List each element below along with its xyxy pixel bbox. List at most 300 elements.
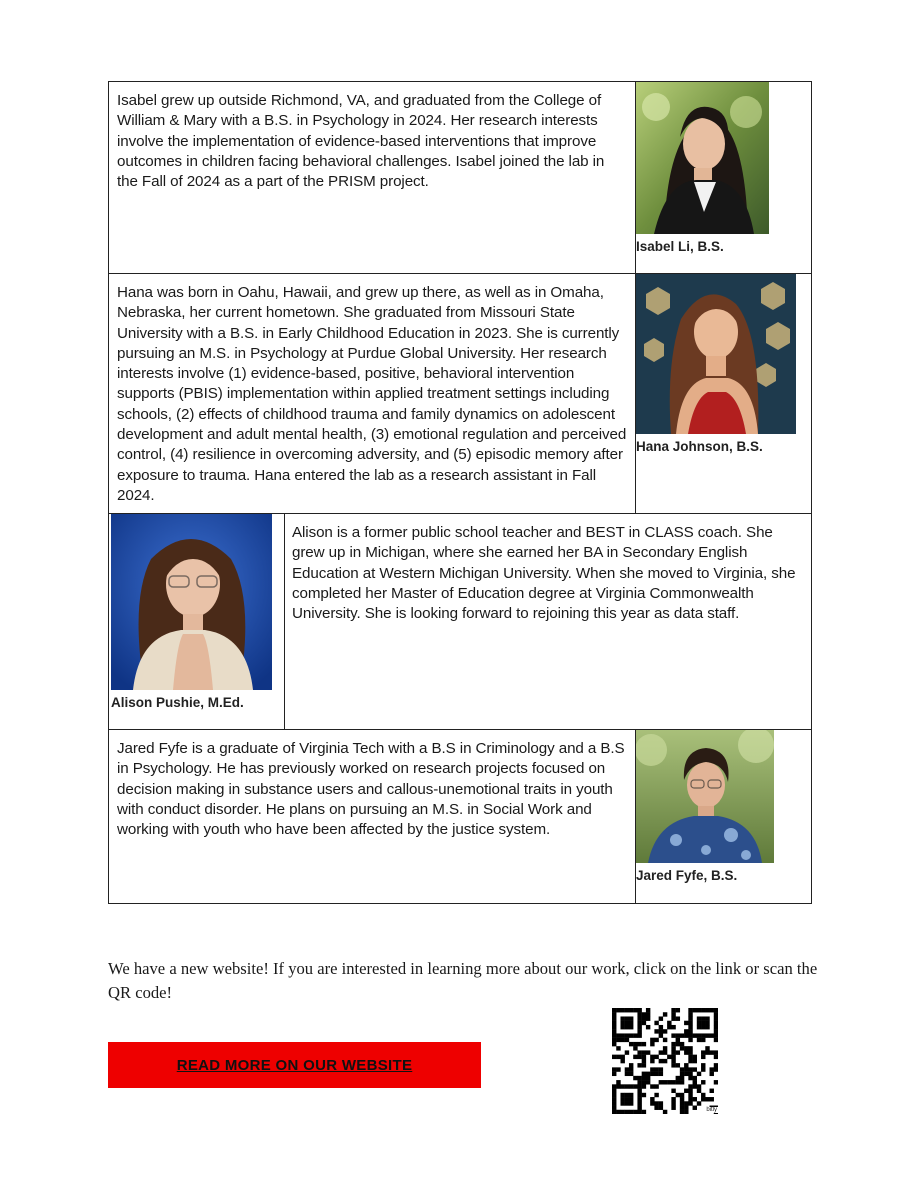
qr-module <box>701 1063 705 1067</box>
qr-module <box>680 1067 684 1071</box>
qr-module <box>697 1084 701 1088</box>
qr-module <box>654 1072 658 1076</box>
qr-module <box>620 1093 624 1097</box>
qr-module <box>612 1008 616 1012</box>
qr-module <box>646 1008 650 1012</box>
qr-module <box>616 1038 620 1042</box>
qr-module <box>688 1093 692 1097</box>
qr-module <box>688 1046 692 1050</box>
qr-module <box>693 1055 697 1059</box>
qr-module <box>625 1110 629 1114</box>
qr-module <box>676 1033 680 1037</box>
qr-module <box>676 1042 680 1046</box>
qr-module <box>646 1080 650 1084</box>
qr-module <box>659 1101 663 1105</box>
qr-module <box>637 1097 641 1101</box>
qr-module <box>697 1101 701 1105</box>
qr-module <box>650 1042 654 1046</box>
read-more-website-button[interactable] <box>108 1042 481 1088</box>
qr-module <box>650 1084 654 1088</box>
qr-module <box>625 1097 629 1101</box>
qr-module <box>633 1084 637 1088</box>
photo-isabel <box>636 82 769 234</box>
qr-module <box>701 1033 705 1037</box>
qr-module <box>688 1097 692 1101</box>
qr-module <box>705 1021 709 1025</box>
qr-module <box>650 1097 654 1101</box>
qr-module <box>693 1008 697 1012</box>
qr-module <box>697 1072 701 1076</box>
qr-module <box>637 1016 641 1020</box>
qr-module <box>671 1012 675 1016</box>
qr-module <box>714 1038 718 1042</box>
qr-module <box>710 1072 714 1076</box>
qr-module <box>688 1076 692 1080</box>
qr-module <box>688 1029 692 1033</box>
qr-module <box>680 1046 684 1050</box>
qr-module <box>654 1093 658 1097</box>
qr-module <box>612 1042 616 1046</box>
qr-module <box>714 1063 718 1067</box>
qr-module <box>688 1089 692 1093</box>
qr-module <box>663 1059 667 1063</box>
qr-module <box>637 1101 641 1105</box>
qr-module <box>710 1008 714 1012</box>
photo-jared <box>636 730 774 863</box>
qr-module <box>663 1110 667 1114</box>
qr-module <box>646 1012 650 1016</box>
qr-module <box>688 1084 692 1088</box>
qr-module <box>629 1101 633 1105</box>
qr-brand-label: bitly <box>706 1107 717 1113</box>
qr-module <box>646 1016 650 1020</box>
qr-module <box>714 1050 718 1054</box>
qr-module <box>710 1097 714 1101</box>
qr-module <box>612 1093 616 1097</box>
qr-module <box>642 1080 646 1084</box>
qr-module <box>642 1059 646 1063</box>
qr-module <box>701 1016 705 1020</box>
bio-text-isabel: Isabel grew up outside Richmond, VA, and graduated from the College of William & Mary with a B.S. in Psychology in 2024. Her research interests involve the implementation of evidence-based interventions that improve outcomes in children facing behavioral challenges. Isabel joined the lab in the Fall of 2024 as a part of the PRISM project. <box>117 92 605 191</box>
website-intro-text: We have a new website! If you are interested in learning more about our work, click on the link or scan the QR code! <box>108 959 818 1002</box>
bio-row-jared <box>109 730 812 904</box>
qr-module <box>705 1008 709 1012</box>
qr-module <box>654 1038 658 1042</box>
qr-module <box>671 1059 675 1063</box>
qr-module <box>637 1093 641 1097</box>
qr-module <box>671 1033 675 1037</box>
qr-module <box>688 1038 692 1042</box>
qr-module <box>616 1084 620 1088</box>
qr-module <box>612 1012 616 1016</box>
bio-text-hana: Hana was born in Oahu, Hawaii, and grew up there, as well as in Omaha, Nebraska, her current hometown. She graduated from Missouri State University with a B.S. in Early Childhood Education in 2023. She is currently pursuing an M.S. in Psychology at Purdue Global University. Her research interests involve (1) evidence-based, positive, behavioral intervention supports (PBIS) implementation within applied treatment settings including schools, (2) effects of childhood trauma and family dynamics on adolescent development and adult mental health, (3) emotional regulation and perceived control, (4) resilience in overcoming adversity, and (5) episodic memory after exposure to trauma. Hana entered the lab as a research assistant in Fall 2024. <box>117 284 627 504</box>
qr-module <box>671 1016 675 1020</box>
qr-module <box>637 1029 641 1033</box>
qr-module <box>710 1033 714 1037</box>
qr-module <box>705 1025 709 1029</box>
qr-module <box>612 1072 616 1076</box>
qr-module <box>625 1016 629 1020</box>
qr-module <box>684 1067 688 1071</box>
qr-module <box>680 1097 684 1101</box>
qr-module <box>625 1008 629 1012</box>
qr-module <box>697 1033 701 1037</box>
qr-module <box>714 1008 718 1012</box>
photo-alison <box>111 514 272 690</box>
qr-module <box>620 1097 624 1101</box>
qr-module <box>629 1016 633 1020</box>
qr-module <box>693 1097 697 1101</box>
qr-module <box>629 1084 633 1088</box>
qr-module <box>676 1050 680 1054</box>
qr-module <box>688 1008 692 1012</box>
qr-module <box>642 1110 646 1114</box>
qr-module <box>637 1080 641 1084</box>
qr-module <box>637 1084 641 1088</box>
qr-module <box>688 1050 692 1054</box>
qr-module <box>693 1067 697 1071</box>
qr-module <box>612 1067 616 1071</box>
qr-module <box>663 1050 667 1054</box>
qr-module <box>625 1084 629 1088</box>
qr-module <box>688 1012 692 1016</box>
qr-module <box>701 1097 705 1101</box>
qr-module <box>620 1033 624 1037</box>
qr-module <box>663 1038 667 1042</box>
qr-module <box>684 1021 688 1025</box>
qr-module <box>680 1072 684 1076</box>
qr-module <box>637 1110 641 1114</box>
qr-module <box>637 1008 641 1012</box>
qr-module <box>671 1063 675 1067</box>
qr-module <box>688 1101 692 1105</box>
qr-module <box>714 1025 718 1029</box>
qr-module <box>612 1084 616 1088</box>
qr-module <box>680 1101 684 1105</box>
qr-module <box>642 1093 646 1097</box>
qr-module <box>642 1012 646 1016</box>
qr-module <box>642 1076 646 1080</box>
qr-module <box>701 1093 705 1097</box>
qr-module <box>633 1055 637 1059</box>
qr-module <box>714 1080 718 1084</box>
qr-module <box>680 1042 684 1046</box>
qr-module <box>680 1033 684 1037</box>
qr-module <box>612 1021 616 1025</box>
qr-module <box>654 1055 658 1059</box>
qr-module <box>629 1072 633 1076</box>
qr-module <box>659 1029 663 1033</box>
qr-module <box>680 1110 684 1114</box>
qr-module <box>625 1050 629 1054</box>
qr-module <box>637 1021 641 1025</box>
qr-module <box>637 1106 641 1110</box>
qr-module <box>620 1008 624 1012</box>
qr-module <box>684 1046 688 1050</box>
qr-module <box>650 1067 654 1071</box>
qr-module <box>701 1025 705 1029</box>
qr-module <box>659 1080 663 1084</box>
qr-module <box>650 1038 654 1042</box>
qr-module <box>654 1067 658 1071</box>
qr-module <box>642 1042 646 1046</box>
qr-module <box>633 1110 637 1114</box>
bio-text-alison: Alison is a former public school teacher and BEST in CLASS coach. She grew up in Michigan, where she earned her BA in Secondary English Education at Western Michigan University. When she moved to Virginia, she completed her Master of Education degree at Virginia Commonwealth University. She is looking forward to rejoining this year as data staff. <box>292 524 796 623</box>
qr-module <box>612 1025 616 1029</box>
qr-module <box>705 1033 709 1037</box>
bio-table <box>108 81 812 904</box>
qr-module <box>659 1106 663 1110</box>
qr-module <box>705 1016 709 1020</box>
caption-isabel: Isabel Li, B.S. <box>636 239 724 254</box>
qr-module <box>680 1106 684 1110</box>
qr-module <box>705 1046 709 1050</box>
qr-module <box>654 1029 658 1033</box>
qr-module <box>714 1055 718 1059</box>
qr-module <box>633 1042 637 1046</box>
qr-module <box>659 1016 663 1020</box>
qr-module <box>625 1093 629 1097</box>
qr-module <box>697 1038 701 1042</box>
qr-module <box>688 1016 692 1020</box>
qr-module <box>714 1067 718 1071</box>
qr-module <box>654 1021 658 1025</box>
qr-module <box>693 1076 697 1080</box>
qr-module <box>612 1101 616 1105</box>
qr-module <box>671 1055 675 1059</box>
qr-module <box>659 1067 663 1071</box>
qr-module <box>676 1008 680 1012</box>
qr-module <box>650 1059 654 1063</box>
qr-module <box>629 1025 633 1029</box>
qr-module <box>680 1080 684 1084</box>
qr-module <box>616 1055 620 1059</box>
qr-module <box>612 1089 616 1093</box>
qr-module <box>612 1033 616 1037</box>
qr-module <box>705 1050 709 1054</box>
qr-module <box>616 1067 620 1071</box>
qr-module <box>671 1025 675 1029</box>
qr-module <box>654 1106 658 1110</box>
qr-module <box>650 1101 654 1105</box>
qr-module <box>646 1050 650 1054</box>
qr-module <box>625 1025 629 1029</box>
qr-module <box>642 1050 646 1054</box>
qr-module <box>684 1110 688 1114</box>
qr-module <box>710 1089 714 1093</box>
qr-module <box>633 1033 637 1037</box>
qr-module <box>620 1084 624 1088</box>
qr-module <box>612 1097 616 1101</box>
qr-module <box>714 1016 718 1020</box>
qr-module <box>646 1025 650 1029</box>
qr-module <box>693 1059 697 1063</box>
caption-jared: Jared Fyfe, B.S. <box>636 868 738 883</box>
qr-module <box>693 1106 697 1110</box>
qr-module <box>684 1050 688 1054</box>
qr-module <box>701 1021 705 1025</box>
qr-module <box>705 1097 709 1101</box>
qr-module <box>612 1029 616 1033</box>
qr-module <box>676 1080 680 1084</box>
qr-module <box>620 1016 624 1020</box>
qr-module <box>688 1033 692 1037</box>
qr-module <box>616 1110 620 1114</box>
qr-module <box>659 1033 663 1037</box>
qr-module <box>637 1050 641 1054</box>
qr-module <box>637 1033 641 1037</box>
qr-module <box>688 1055 692 1059</box>
qr-module <box>701 1050 705 1054</box>
qr-module <box>620 1025 624 1029</box>
qr-module <box>684 1106 688 1110</box>
qr-module <box>637 1089 641 1093</box>
qr-module <box>620 1101 624 1105</box>
qr-module <box>637 1025 641 1029</box>
qr-module <box>642 1084 646 1088</box>
qr-module <box>676 1016 680 1020</box>
qr-module <box>697 1025 701 1029</box>
qr-module <box>701 1080 705 1084</box>
qr-module <box>667 1021 671 1025</box>
qr-module <box>667 1055 671 1059</box>
qr-module <box>616 1008 620 1012</box>
bio-text-jared: Jared Fyfe is a graduate of Virginia Tech with a B.S in Criminology and a B.S in Psychology. He has previously worked on research projects focused on decision making in substance users and callous-unemotional traits in youth with conduct disorder. He plans on pursuing an M.S. in Social Work and working with youth who have been affected by the justice system. <box>117 740 625 839</box>
qr-module <box>676 1063 680 1067</box>
qr-module <box>620 1038 624 1042</box>
qr-module <box>663 1012 667 1016</box>
qr-module <box>625 1033 629 1037</box>
qr-module <box>625 1067 629 1071</box>
qr-module <box>671 1008 675 1012</box>
qr-module <box>646 1076 650 1080</box>
qr-module <box>629 1021 633 1025</box>
qr-module <box>616 1033 620 1037</box>
bio-row-alison <box>109 514 812 730</box>
qr-module <box>629 1008 633 1012</box>
qr-module <box>688 1067 692 1071</box>
qr-module <box>671 1089 675 1093</box>
qr-module <box>676 1093 680 1097</box>
qr-module <box>659 1050 663 1054</box>
qr-module <box>612 1016 616 1020</box>
qr-module <box>680 1093 684 1097</box>
website-qr-code[interactable] <box>612 1008 718 1114</box>
qr-module <box>616 1046 620 1050</box>
qr-module <box>693 1084 697 1088</box>
qr-module <box>667 1025 671 1029</box>
qr-module <box>642 1016 646 1020</box>
qr-module <box>697 1016 701 1020</box>
qr-module <box>612 1038 616 1042</box>
qr-module <box>612 1055 616 1059</box>
qr-module <box>693 1080 697 1084</box>
qr-module <box>642 1021 646 1025</box>
qr-module <box>671 1080 675 1084</box>
qr-module <box>654 1084 658 1088</box>
qr-module <box>710 1067 714 1071</box>
qr-module <box>616 1080 620 1084</box>
qr-module <box>625 1072 629 1076</box>
qr-module <box>629 1033 633 1037</box>
qr-module <box>637 1076 641 1080</box>
qr-module <box>688 1072 692 1076</box>
qr-module <box>714 1012 718 1016</box>
qr-module <box>612 1106 616 1110</box>
qr-module <box>650 1055 654 1059</box>
qr-module <box>697 1089 701 1093</box>
qr-module <box>625 1021 629 1025</box>
qr-module <box>637 1012 641 1016</box>
qr-module <box>697 1021 701 1025</box>
qr-module <box>642 1055 646 1059</box>
qr-module <box>671 1046 675 1050</box>
qr-module <box>642 1072 646 1076</box>
qr-module <box>697 1008 701 1012</box>
qr-module <box>612 1110 616 1114</box>
qr-module <box>684 1101 688 1105</box>
qr-module <box>659 1072 663 1076</box>
qr-module <box>671 1101 675 1105</box>
qr-module <box>688 1021 692 1025</box>
read-more-website-label: READ MORE ON OUR WEBSITE <box>176 1056 413 1074</box>
qr-module <box>663 1080 667 1084</box>
qr-module <box>671 1097 675 1101</box>
qr-module <box>684 1089 688 1093</box>
bio-row-isabel <box>109 82 812 274</box>
qr-module <box>637 1063 641 1067</box>
qr-module <box>710 1050 714 1054</box>
qr-module <box>650 1072 654 1076</box>
qr-module <box>663 1029 667 1033</box>
photo-hana <box>636 274 796 434</box>
qr-module <box>693 1033 697 1037</box>
qr-module <box>667 1080 671 1084</box>
qr-module <box>633 1008 637 1012</box>
qr-module <box>684 1063 688 1067</box>
qr-module <box>680 1076 684 1080</box>
qr-module <box>642 1063 646 1067</box>
qr-module <box>714 1033 718 1037</box>
caption-alison: Alison Pushie, M.Ed. <box>111 695 244 710</box>
qr-module <box>663 1046 667 1050</box>
qr-module <box>654 1101 658 1105</box>
bio-row-hana <box>109 274 812 514</box>
qr-module <box>629 1063 633 1067</box>
qr-module <box>671 1042 675 1046</box>
qr-module <box>625 1038 629 1042</box>
qr-module <box>684 1072 688 1076</box>
qr-module <box>629 1067 633 1071</box>
qr-module <box>633 1046 637 1050</box>
qr-module <box>633 1076 637 1080</box>
qr-module <box>659 1025 663 1029</box>
qr-module <box>629 1097 633 1101</box>
qr-module <box>684 1029 688 1033</box>
qr-module <box>671 1106 675 1110</box>
qr-module <box>676 1038 680 1042</box>
caption-hana: Hana Johnson, B.S. <box>636 439 763 454</box>
qr-module <box>629 1110 633 1114</box>
qr-module <box>629 1093 633 1097</box>
qr-module <box>701 1038 705 1042</box>
qr-module <box>620 1055 624 1059</box>
qr-module <box>714 1029 718 1033</box>
qr-module <box>688 1025 692 1029</box>
qr-module <box>684 1033 688 1037</box>
qr-module <box>637 1042 641 1046</box>
qr-module <box>620 1059 624 1063</box>
